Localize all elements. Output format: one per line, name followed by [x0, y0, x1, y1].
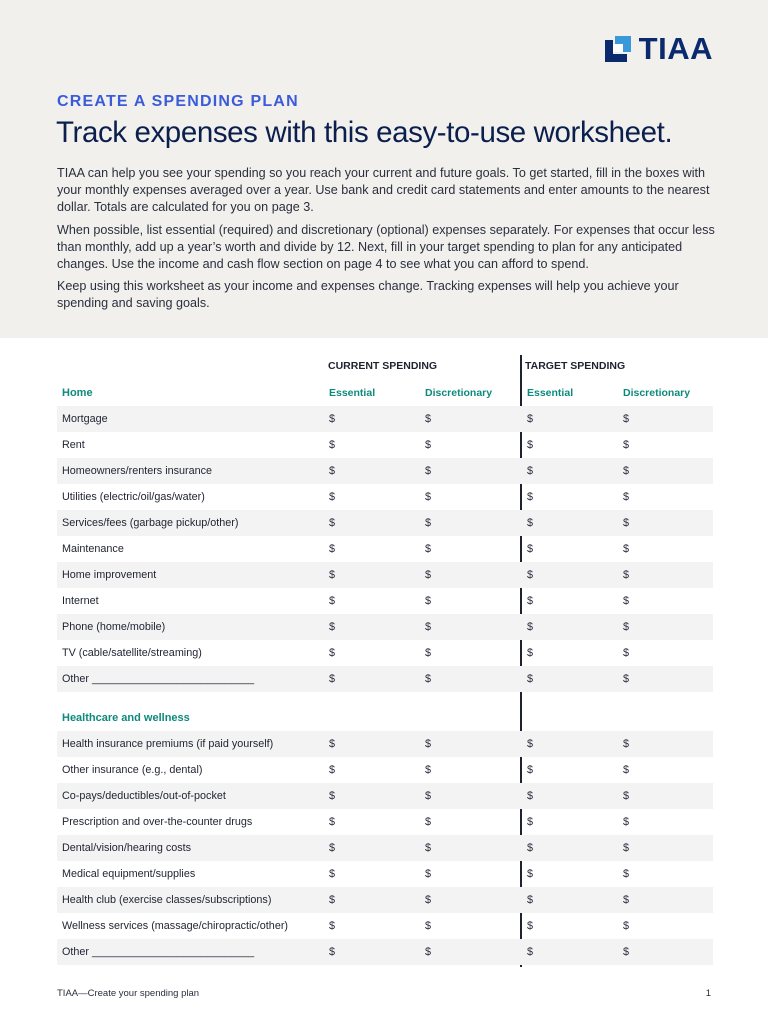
current-discretionary-input[interactable]: $ — [425, 439, 432, 451]
current-discretionary-input[interactable]: $ — [425, 621, 432, 633]
row-label: Co-pays/deductibles/out-of-pocket — [62, 790, 226, 802]
target-discretionary-input[interactable]: $ — [623, 543, 630, 555]
target-essential-input[interactable]: $ — [527, 738, 534, 750]
current-discretionary-input[interactable]: $ — [425, 413, 432, 425]
current-essential-input[interactable]: $ — [329, 491, 336, 503]
current-discretionary-input[interactable]: $ — [425, 569, 432, 581]
target-discretionary-input[interactable]: $ — [623, 413, 630, 425]
current-discretionary-header: Discretionary — [425, 387, 493, 399]
row-label: Medical equipment/supplies — [62, 868, 196, 880]
current-essential-header: Essential — [329, 387, 376, 399]
table-row — [57, 913, 713, 939]
target-discretionary-input[interactable]: $ — [623, 842, 630, 854]
row-label: Homeowners/renters insurance — [62, 465, 213, 477]
table-row — [57, 432, 713, 458]
row-label: Internet — [62, 595, 99, 607]
current-essential-input[interactable]: $ — [329, 816, 336, 828]
section-title: Healthcare and wellness — [62, 712, 190, 724]
current-essential-input[interactable]: $ — [329, 738, 336, 750]
table-row — [57, 588, 713, 614]
brand-logo — [603, 33, 713, 64]
row-label: Home improvement — [62, 569, 157, 581]
target-essential-input[interactable]: $ — [527, 439, 534, 451]
table-row — [57, 835, 713, 861]
table-row — [57, 757, 713, 783]
current-essential-input[interactable]: $ — [329, 790, 336, 802]
table-row — [57, 640, 713, 666]
page-title: Track expenses with this easy-to-use worksheet. — [56, 116, 673, 149]
current-discretionary-input[interactable]: $ — [425, 647, 432, 659]
table-row — [57, 484, 713, 510]
target-essential-input[interactable]: $ — [527, 842, 534, 854]
current-essential-input[interactable]: $ — [329, 621, 336, 633]
target-essential-input[interactable]: $ — [527, 647, 534, 659]
current-essential-input[interactable]: $ — [329, 517, 336, 529]
target-discretionary-input[interactable]: $ — [623, 790, 630, 802]
current-essential-input[interactable]: $ — [329, 894, 336, 906]
current-discretionary-input[interactable]: $ — [425, 920, 432, 932]
current-discretionary-input[interactable]: $ — [425, 465, 432, 477]
row-label: Other insurance (e.g., dental) — [62, 764, 203, 776]
current-discretionary-input[interactable]: $ — [425, 816, 432, 828]
row-label: Other ___________________________ — [62, 673, 255, 685]
current-essential-input[interactable]: $ — [329, 439, 336, 451]
target-essential-input[interactable]: $ — [527, 894, 534, 906]
target-essential-input[interactable]: $ — [527, 920, 534, 932]
row-label: Other ___________________________ — [62, 946, 255, 958]
row-label: Services/fees (garbage pickup/other) — [62, 517, 239, 529]
target-essential-input[interactable]: $ — [527, 764, 534, 776]
current-essential-input[interactable]: $ — [329, 673, 336, 685]
current-essential-input[interactable]: $ — [329, 842, 336, 854]
table-row — [57, 666, 713, 692]
current-discretionary-input[interactable]: $ — [425, 491, 432, 503]
table-row — [57, 887, 713, 913]
current-essential-input[interactable]: $ — [329, 946, 336, 958]
target-discretionary-input[interactable]: $ — [623, 647, 630, 659]
target-essential-input[interactable]: $ — [527, 816, 534, 828]
row-label: Health insurance premiums (if paid yourself) — [62, 738, 274, 750]
table-row — [57, 510, 713, 536]
target-essential-input[interactable]: $ — [527, 868, 534, 880]
table-row — [57, 731, 713, 757]
target-discretionary-input[interactable]: $ — [623, 595, 630, 607]
current-essential-input[interactable]: $ — [329, 764, 336, 776]
table-row — [57, 562, 713, 588]
current-discretionary-input[interactable]: $ — [425, 868, 432, 880]
current-essential-input[interactable]: $ — [329, 647, 336, 659]
section-header-row — [57, 380, 713, 406]
table-row — [57, 406, 713, 432]
target-essential-input[interactable]: $ — [527, 673, 534, 685]
current-spending-header: CURRENT SPENDING — [328, 360, 438, 372]
target-spending-header: TARGET SPENDING — [525, 360, 626, 372]
target-essential-input[interactable]: $ — [527, 543, 534, 555]
target-essential-input[interactable]: $ — [527, 595, 534, 607]
target-essential-input[interactable]: $ — [527, 517, 534, 529]
row-label: Health club (exercise classes/subscriptions) — [62, 894, 272, 906]
table-row — [57, 939, 713, 965]
current-discretionary-input[interactable]: $ — [425, 673, 432, 685]
current-discretionary-input[interactable]: $ — [425, 894, 432, 906]
row-label: Dental/vision/hearing costs — [62, 842, 192, 854]
target-discretionary-header: Discretionary — [623, 387, 691, 399]
target-discretionary-input[interactable]: $ — [623, 738, 630, 750]
current-discretionary-input[interactable]: $ — [425, 842, 432, 854]
row-label: Prescription and over-the-counter drugs — [62, 816, 253, 828]
target-essential-input[interactable]: $ — [527, 946, 534, 958]
target-discretionary-input[interactable]: $ — [623, 946, 630, 958]
current-discretionary-input[interactable]: $ — [425, 543, 432, 555]
current-essential-input[interactable]: $ — [329, 543, 336, 555]
current-discretionary-input[interactable]: $ — [425, 517, 432, 529]
table-row — [57, 614, 713, 640]
table-row — [57, 809, 713, 835]
intro-paragraph-2: When possible, list essential (required) and discretionary (optional) expenses separately. For expenses that occur less than monthly, add up a year’s worth and divide by 12. Next, fill in your target spending to plan for any anticipated changes. Use the income and cash flow section on page 4 to see what you can afford to spend. — [57, 223, 715, 271]
intro-panel — [0, 0, 768, 338]
eyebrow-title: CREATE A SPENDING PLAN — [57, 93, 299, 110]
target-discretionary-input[interactable]: $ — [623, 621, 630, 633]
target-discretionary-input[interactable]: $ — [623, 894, 630, 906]
current-essential-input[interactable]: $ — [329, 595, 336, 607]
target-discretionary-input[interactable]: $ — [623, 517, 630, 529]
row-label: Utilities (electric/oil/gas/water) — [62, 491, 205, 503]
target-discretionary-input[interactable]: $ — [623, 868, 630, 880]
brand-name: TIAA — [638, 31, 713, 66]
row-label: Maintenance — [62, 543, 124, 555]
target-discretionary-input[interactable]: $ — [623, 920, 630, 932]
current-essential-input[interactable]: $ — [329, 569, 336, 581]
row-label: TV (cable/satellite/streaming) — [62, 647, 202, 659]
target-essential-input[interactable]: $ — [527, 569, 534, 581]
target-essential-input[interactable]: $ — [527, 413, 534, 425]
target-discretionary-input[interactable]: $ — [623, 491, 630, 503]
current-discretionary-input[interactable]: $ — [425, 946, 432, 958]
target-essential-input[interactable]: $ — [527, 621, 534, 633]
target-essential-input[interactable]: $ — [527, 491, 534, 503]
current-discretionary-input[interactable]: $ — [425, 764, 432, 776]
intro-paragraph-1: TIAA can help you see your spending so you reach your current and future goals. To get started, fill in the boxes with your monthly expenses averaged over a year. Use bank and credit card statements and enter amounts to the nearest dollar. Totals are calculated for you on page 3. — [57, 166, 710, 214]
row-label: Wellness services (massage/chiropractic/other) — [62, 920, 289, 932]
table-row — [57, 458, 713, 484]
table-row — [57, 861, 713, 887]
section-title: Home — [62, 387, 93, 399]
current-discretionary-input[interactable]: $ — [425, 738, 432, 750]
footer-text: TIAA—Create your spending plan — [57, 988, 200, 999]
current-essential-input[interactable]: $ — [329, 920, 336, 932]
intro-paragraph-3: Keep using this worksheet as your income and expenses change. Tracking expenses will help you achieve your spending and saving goals. — [57, 279, 679, 310]
target-discretionary-input[interactable]: $ — [623, 439, 630, 451]
section-header-row — [57, 705, 713, 731]
target-discretionary-input[interactable]: $ — [623, 764, 630, 776]
current-essential-input[interactable]: $ — [329, 413, 336, 425]
current-discretionary-input[interactable]: $ — [425, 595, 432, 607]
row-label: Phone (home/mobile) — [62, 621, 166, 633]
table-row — [57, 783, 713, 809]
page-number: 1 — [705, 988, 711, 999]
target-discretionary-input[interactable]: $ — [623, 465, 630, 477]
row-label: Rent — [62, 439, 85, 451]
row-label: Mortgage — [62, 413, 108, 425]
table-row — [57, 536, 713, 562]
target-essential-input[interactable]: $ — [527, 465, 534, 477]
target-discretionary-input[interactable]: $ — [623, 673, 630, 685]
current-essential-input[interactable]: $ — [329, 868, 336, 880]
target-discretionary-input[interactable]: $ — [623, 569, 630, 581]
tiaa-logo-icon — [603, 34, 633, 64]
current-essential-input[interactable]: $ — [329, 465, 336, 477]
current-discretionary-input[interactable]: $ — [425, 790, 432, 802]
target-discretionary-input[interactable]: $ — [623, 816, 630, 828]
target-essential-header: Essential — [527, 387, 574, 399]
target-essential-input[interactable]: $ — [527, 790, 534, 802]
